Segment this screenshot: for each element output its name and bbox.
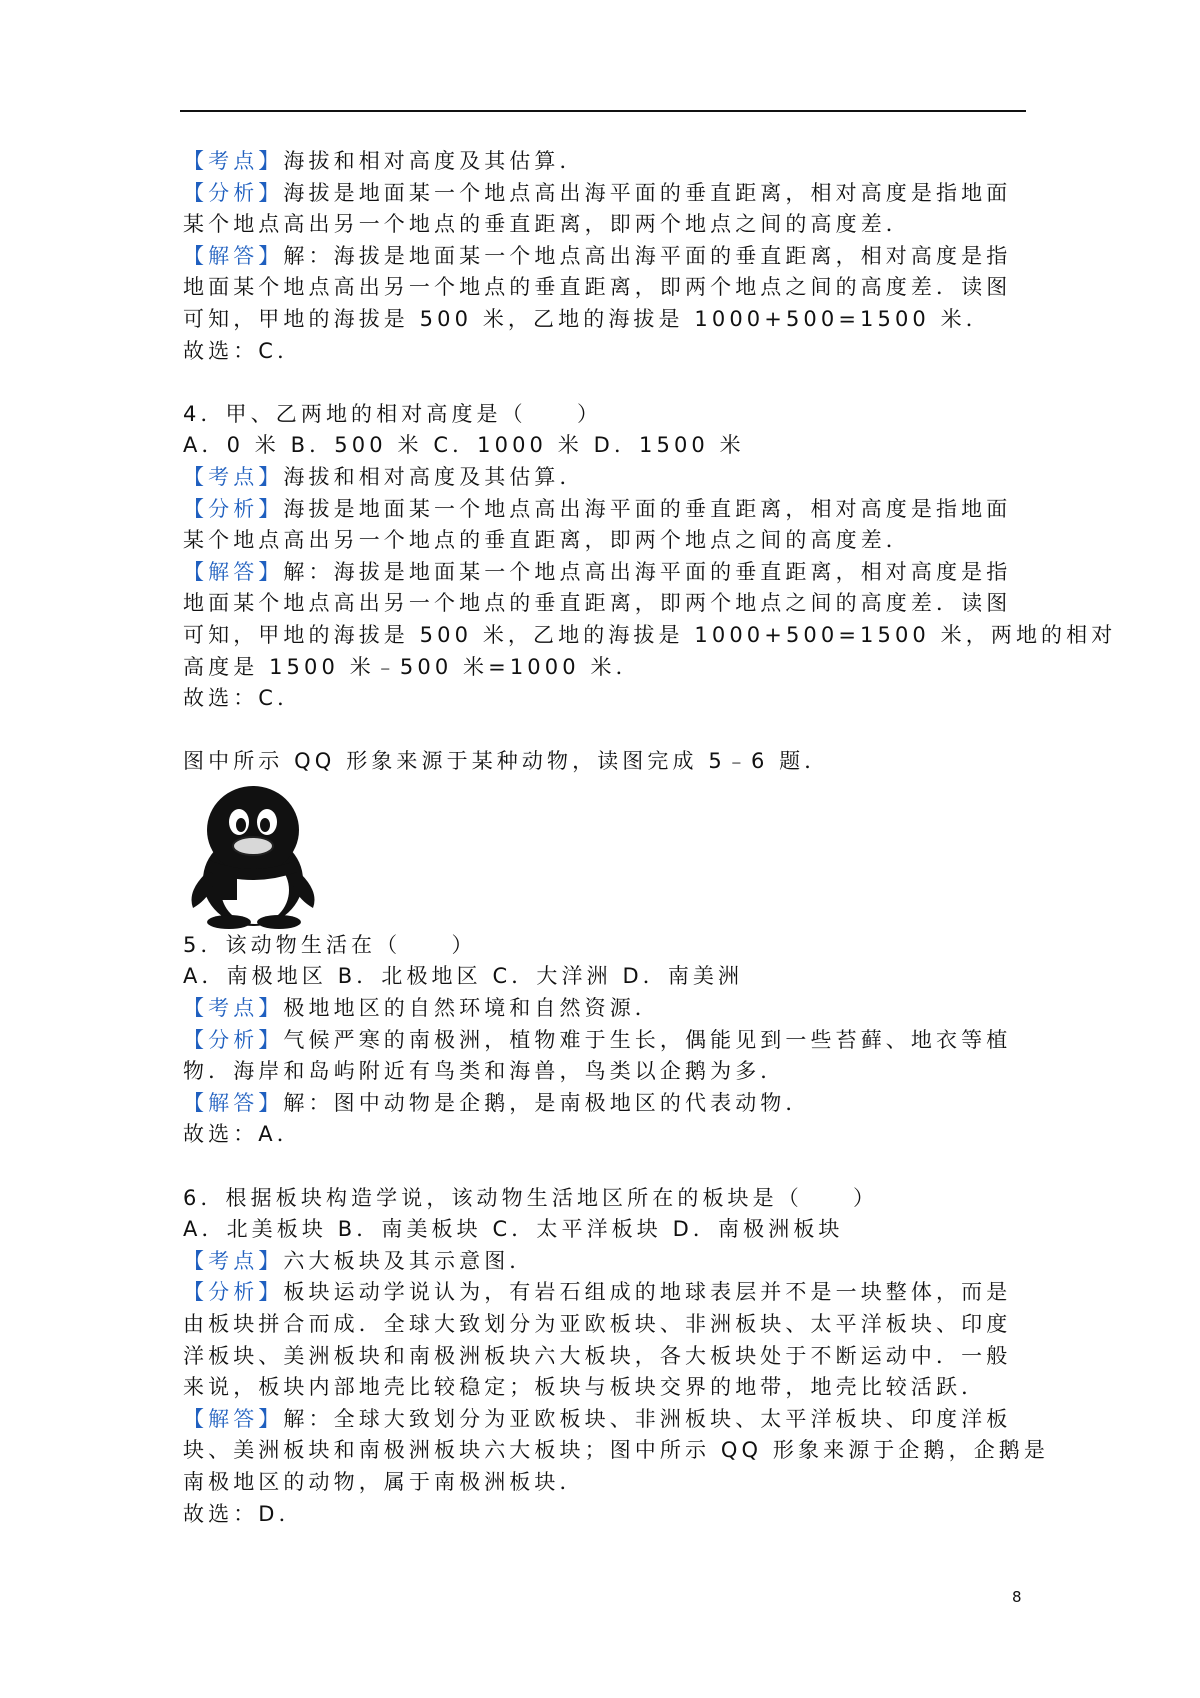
header-rule <box>180 110 1026 112</box>
kaodian-line <box>183 1246 1028 1278</box>
kaodian-tag: 【考点】 <box>183 464 284 489</box>
kaodian-line <box>183 993 1028 1025</box>
kaodian-tag: 【考点】 <box>183 1248 284 1273</box>
fenxi-line-2: 某个地点高出另一个地点的垂直距离，即两个地点之间的高度差． <box>183 528 911 553</box>
jieda-line-2: 地面某个地点高出另一个地点的垂直距离，即两个地点之间的高度差．读图 <box>183 591 1012 616</box>
jieda-line-3: 可知，甲地的海拔是 500 米，乙地的海拔是 1000+500=1500 米，两地的相对 <box>183 622 1117 647</box>
jieda-tag: 【解答】 <box>183 559 284 584</box>
jieda-text: 解：全球大致划分为亚欧板块、非洲板块、太平洋板块、印度洋板 <box>283 1406 1012 1431</box>
question-6: 6．根据板块构造学说，该动物生活地区所在的板块是（ ） <box>183 1185 879 1210</box>
fenxi-line-4: 来说，板块内部地壳比较稳定；板块与板块交界的地带，地壳比较活跃． <box>183 1375 987 1400</box>
fenxi-text: 海拔是地面某一个地点高出海平面的垂直距离，相对高度是指地面 <box>283 496 1012 521</box>
kaodian-text: 海拔和相对高度及其估算． <box>283 149 585 173</box>
fenxi-tag: 【分析】 <box>183 180 284 205</box>
kaodian-text: 极地地区的自然环境和自然资源． <box>283 996 660 1021</box>
question-5: 5．该动物生活在（ ） <box>183 932 477 957</box>
jieda-tag: 【解答】 <box>183 1090 284 1115</box>
kaodian-tag: 【考点】 <box>183 149 284 173</box>
kaodian-tag: 【考点】 <box>183 996 284 1021</box>
jieda-line <box>183 1088 1028 1120</box>
jieda-line <box>183 241 1028 273</box>
answer-line: 故选：D． <box>183 1501 304 1526</box>
jieda-line <box>183 1404 1028 1436</box>
fenxi-tag: 【分析】 <box>183 1027 284 1052</box>
jieda-text: 解：海拔是地面某一个地点高出海平面的垂直距离，相对高度是指 <box>283 243 1012 268</box>
jieda-tag: 【解答】 <box>183 1406 284 1431</box>
question-6-options: A．北美板块 B．南美板块 C．太平洋板块 D．南极洲板块 <box>183 1217 844 1242</box>
kaodian-line <box>183 462 1028 494</box>
fenxi-line <box>183 178 1028 210</box>
page-number: 8 <box>1012 1588 1022 1606</box>
fenxi-tag: 【分析】 <box>183 1280 284 1305</box>
figure-intro: 图中所示 QQ 形象来源于某种动物，读图完成 5﹣6 题． <box>183 749 830 774</box>
answer-line: 故选：C． <box>183 686 303 711</box>
fenxi-text: 海拔是地面某一个地点高出海平面的垂直距离，相对高度是指地面 <box>283 180 1012 205</box>
page-content <box>183 146 1117 1530</box>
fenxi-line <box>183 1277 1028 1309</box>
fenxi-tag: 【分析】 <box>183 496 284 521</box>
question-4-options: A．0 米 B．500 米 C．1000 米 D．1500 米 <box>183 433 745 458</box>
fenxi-line-2: 物．海岸和岛屿附近有鸟类和海兽，鸟类以企鹅为多． <box>183 1059 786 1084</box>
jieda-text: 解：图中动物是企鹅，是南极地区的代表动物． <box>283 1090 811 1115</box>
jieda-line-3: 南极地区的动物，属于南极洲板块． <box>183 1469 585 1494</box>
question-4: 4．甲、乙两地的相对高度是（ ） <box>183 401 603 426</box>
penguin-image <box>183 782 323 930</box>
jieda-line-3: 可知，甲地的海拔是 500 米，乙地的海拔是 1000+500=1500 米． <box>183 306 991 331</box>
fenxi-line-3: 洋板块、美洲板块和南极洲板块六大板块，各大板块处于不断运动中．一般 <box>183 1343 1012 1368</box>
answer-line: 故选：C． <box>183 338 303 363</box>
fenxi-line-2: 由板块拼合而成．全球大致划分为亚欧板块、非洲板块、太平洋板块、印度 <box>183 1312 1012 1336</box>
jieda-line <box>183 557 1028 589</box>
jieda-tag: 【解答】 <box>183 243 284 268</box>
jieda-line-2: 地面某个地点高出另一个地点的垂直距离，即两个地点之间的高度差．读图 <box>183 275 1012 300</box>
fenxi-line-2: 某个地点高出另一个地点的垂直距离，即两个地点之间的高度差． <box>183 212 911 237</box>
jieda-line-4: 高度是 1500 米﹣500 米=1000 米． <box>183 654 641 679</box>
fenxi-text: 板块运动学说认为，有岩石组成的地球表层并不是一块整体，而是 <box>283 1280 1012 1305</box>
jieda-text: 解：海拔是地面某一个地点高出海平面的垂直距离，相对高度是指 <box>283 559 1012 584</box>
question-5-options: A．南极地区 B．北极地区 C．大洋洲 D．南美洲 <box>183 964 744 989</box>
kaodian-text: 海拔和相对高度及其估算． <box>283 464 585 489</box>
answer-line: 故选：A． <box>183 1122 302 1147</box>
jieda-line-2: 块、美洲板块和南极洲板块六大板块；图中所示 QQ 形象来源于企鹅，企鹅是 <box>183 1438 1050 1463</box>
fenxi-line <box>183 494 1028 526</box>
fenxi-line <box>183 1025 1028 1057</box>
kaodian-line <box>183 146 1028 178</box>
fenxi-text: 气候严寒的南极洲，植物难于生长，偶能见到一些苔藓、地衣等植 <box>283 1027 1012 1052</box>
kaodian-text: 六大板块及其示意图． <box>283 1248 535 1273</box>
